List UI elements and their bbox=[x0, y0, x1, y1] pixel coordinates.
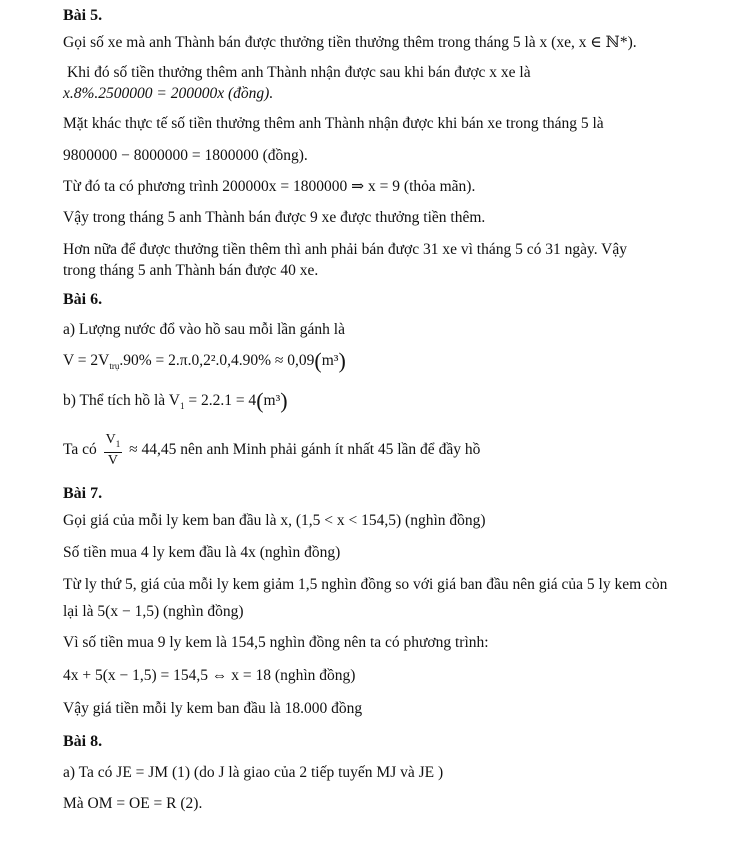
part-b-rhs: = 2.2.1 = 4 bbox=[184, 392, 257, 409]
ratio-fraction bbox=[104, 432, 123, 469]
bai7-line-2: Số tiền mua 4 ly kem đầu là 4x (nghìn đồng) bbox=[63, 544, 341, 561]
bai6-conclusion bbox=[63, 432, 480, 469]
conclusion-text: ≈ 44,45 nên anh Minh phải gánh ít nhất 45 lần để đầy hồ bbox=[129, 440, 481, 458]
formula-a-rhs: .90% = 2.π.0,2².0,4.90% ≈ 0,09 bbox=[119, 352, 315, 369]
bai8-heading: Bài 8. bbox=[63, 733, 103, 750]
bai6-formula-a: $V = 2V_{trụ}.90\% = 2.\pi.0,2^2.0,4.90\% \approx 0,09(m^3)$ bbox=[63, 348, 346, 373]
bai5-line-1: Gọi số xe mà anh Thành bán được thưởng tiền thưởng thêm trong tháng 5 là x (xe, x ∈ ℕ*). bbox=[63, 34, 637, 51]
bai5-heading: Bài 5. bbox=[63, 7, 103, 24]
fraction-denominator: V bbox=[107, 452, 119, 468]
bai5-line-6: Từ đó ta có phương trình 200000x = 1800000 ⇒ x = 9 (thỏa mãn). bbox=[63, 178, 476, 195]
fraction-numerator-sub: 1 bbox=[115, 438, 121, 449]
bai7-line-7: Vậy giá tiền mỗi ly kem ban đầu là 18.000 đồng bbox=[63, 700, 363, 717]
bai5-line-2: Khi đó số tiền thưởng thêm anh Thành nhận được sau khi bán được x xe là bbox=[67, 64, 531, 81]
bai8-line-2: Mà OM = OE = R (2). bbox=[63, 795, 203, 812]
bai5-line-4: Mặt khác thực tế số tiền thưởng thêm anh Thành nhận được khi bán xe trong tháng 5 là bbox=[63, 115, 604, 132]
bai5-line-7: Vậy trong tháng 5 anh Thành bán được 9 xe được thưởng tiền thêm. bbox=[63, 209, 486, 226]
bai6-part-b: b) Thể tích hồ là $V_1 = 2.2.1 = 4(m^3)$ bbox=[63, 388, 288, 413]
bai5-line-5: 9800000 − 8000000 = 1800000 (đồng). bbox=[63, 147, 308, 164]
bai7-line-4: lại là 5(x − 1,5) (nghìn đồng) bbox=[63, 603, 244, 620]
formula-a-unit: m³ bbox=[321, 352, 339, 369]
bai5-line-8: Hơn nữa để được thưởng tiền thêm thì anh phải bán được 31 xe vì tháng 5 có 31 ngày. Vậy bbox=[63, 241, 627, 258]
part-b-subscript: 1 bbox=[179, 401, 185, 412]
part-b-unit: m³ bbox=[263, 392, 281, 409]
formula-a-lhs: V = 2V bbox=[63, 352, 110, 369]
bai8-line-1: a) Ta có JE = JM (1) (do J là giao của 2 tiếp tuyến MJ và JE ) bbox=[63, 764, 444, 781]
bai7-line-3: Từ ly thứ 5, giá của mỗi ly kem giảm 1,5 nghìn đồng so với giá ban đầu nên giá của 5 ly kem còn bbox=[63, 576, 668, 593]
part-b-text: b) Thể tích hồ là V bbox=[63, 392, 180, 409]
bai5-line-9: trong tháng 5 anh Thành bán được 40 xe. bbox=[63, 262, 319, 279]
bai6-part-a-text: a) Lượng nước đổ vào hồ sau mỗi lần gánh là bbox=[63, 321, 345, 338]
bai6-heading: Bài 6. bbox=[63, 291, 103, 308]
bai7-line-5: Vì số tiền mua 9 ly kem là 154,5 nghìn đồng nên ta có phương trình: bbox=[63, 634, 489, 651]
conclusion-prefix: Ta có bbox=[63, 440, 97, 458]
bai7-line-6: 4x + 5(x − 1,5) = 154,5 ⇔ x = 18 (nghìn đồng) bbox=[63, 667, 356, 684]
fraction-numerator: V bbox=[105, 432, 116, 447]
bai7-line-1: Gọi giá của mỗi ly kem ban đầu là x, (1,5 < x < 154,5) (nghìn đồng) bbox=[63, 512, 486, 529]
bai5-line-3: x.8%.2500000 = 200000x (đồng). bbox=[63, 85, 274, 102]
bai7-heading: Bài 7. bbox=[63, 485, 103, 502]
formula-a-subscript: trụ bbox=[109, 361, 120, 372]
